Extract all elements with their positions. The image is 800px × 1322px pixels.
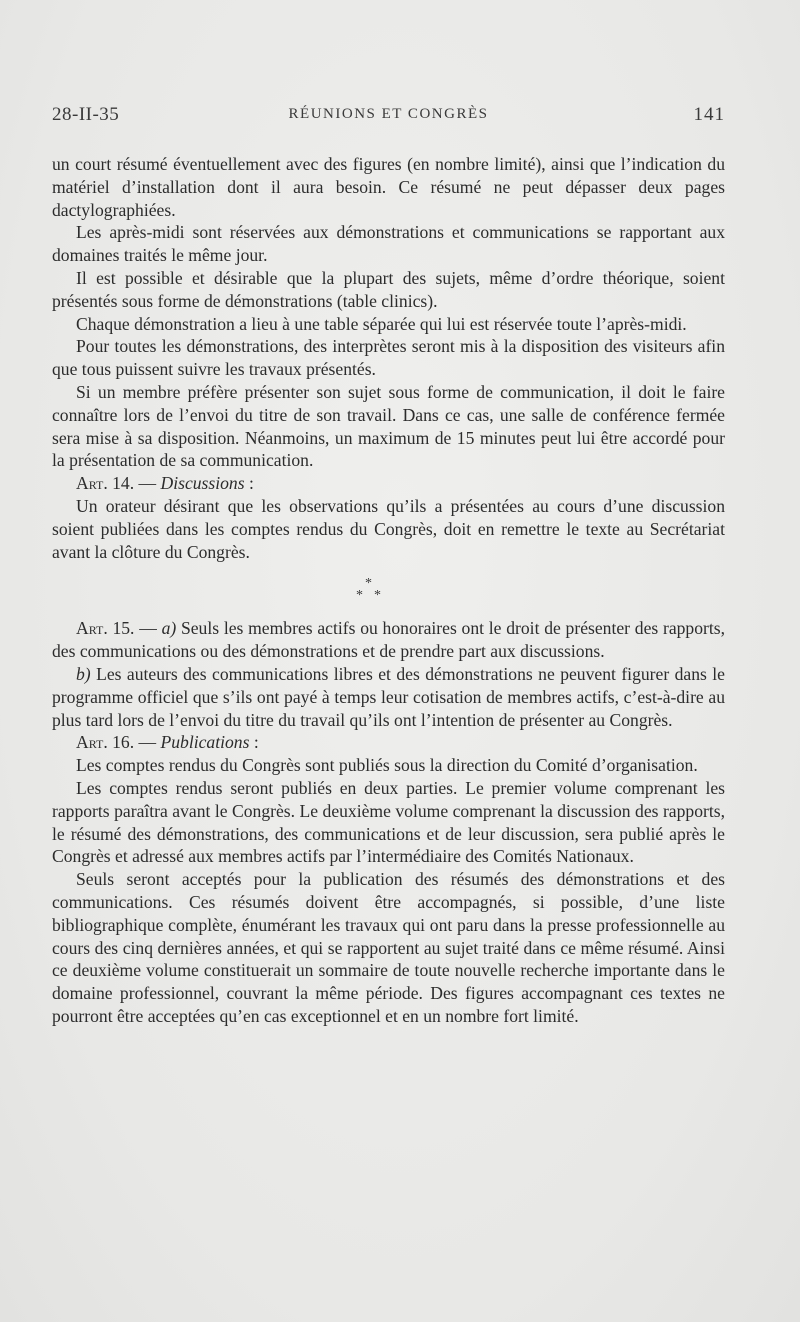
- article-16-dash: —: [134, 732, 161, 753]
- paragraph-interpreters: Pour toutes les démonstrations, des interprètes seront mis à la disposition des visiteurs afin que tous puissent suivre les travaux présentés.: [52, 336, 725, 380]
- paragraph-separate-table: Chaque démonstration a lieu à une table séparée qui lui est réservée toute l’après-midi.: [76, 313, 687, 334]
- article-15-item-a-marker: a): [161, 618, 177, 639]
- paragraph-afternoons: Les après-midi sont réservées aux démonstrations et communications se rapportant aux domaines traités le même jour.: [52, 222, 725, 266]
- body-text: [52, 153, 725, 1028]
- asterism: [52, 563, 725, 617]
- article-16-paragraph: Seuls seront acceptés pour la publication des résumés des démonstrations et des communications. Ces résumés doivent être accompagnés, si possible, d’une liste bibliographique complète, énumérant les travaux qui ont paru dans la presse professionnelle au cours des cinq dernières années, et qui se rapportent au sujet traité dans ce même résumé. Ainsi ce deuxième volume constituerait un sommaire de toute nouvelle recherche importante dans le domaine professionnel, couvrant la même période. Des figures accompagnant ces textes ne pourront être acceptées qu’en cas exceptionnel et en un nombre fort limité.: [52, 869, 725, 1026]
- article-14-title: Discussions: [160, 473, 245, 494]
- article-16-heading: [52, 731, 725, 754]
- article-16-paragraph: Les comptes rendus seront publiés en deux parties. Le premier volume comprenant les rapports paraîtra avant le Congrès. Le deuxième volume comprenant la discussion des rapports, le résumé des démonstrations, des communications et de leur discussion, sera publié après le Congrès et adressé aux membres actifs par l’intermédiaire des Comités Nationaux.: [52, 777, 725, 867]
- running-title: RÉUNIONS ET CONGRÈS: [288, 106, 489, 122]
- article-14-colon: :: [244, 473, 254, 494]
- asterism-star: *: [365, 576, 372, 592]
- article-16-title: Publications: [160, 732, 250, 753]
- asterism-star: *: [356, 588, 363, 604]
- article-15-dash: —: [134, 618, 162, 639]
- article-15-item-a: [52, 617, 725, 663]
- page-number: 141: [693, 104, 725, 125]
- asterism-star: *: [374, 588, 381, 604]
- article-15-item-a-text: Seuls les membres actifs ou honoraires ont le droit de présenter des rapports, des communications ou des démonstrations et de prendre part aux discussions.: [52, 618, 726, 662]
- article-14-dash: —: [134, 473, 161, 494]
- paragraph-continued: un court résumé éventuellement avec des figures (en nombre limité), ainsi que l’indication du matériel d’installation dont il aura besoin. Ce résumé ne peut dépasser deux pages dactylographiées.: [52, 154, 725, 220]
- paragraph-communication: Si un membre préfère présenter son sujet sous forme de communication, il doit le faire connaître lors de l’envoi du titre de son travail. Dans ce cas, une salle de conférence fermée sera mise à sa disposition. Néanmoins, un maximum de 15 minutes peut lui être accordé pour la présentation de sa communication.: [52, 381, 725, 471]
- article-15-item-b: [52, 663, 725, 731]
- article-16-label: Art. 16.: [76, 732, 135, 753]
- article-14-label: Art. 14.: [76, 473, 135, 494]
- article-15-label: Art. 15.: [76, 618, 135, 639]
- header-date: 28-II-35: [52, 104, 120, 125]
- article-16-colon: :: [249, 732, 259, 753]
- article-14-paragraph: Un orateur désirant que les observations qu’ils a présentées au cours d’une discussion soient publiées dans les comptes rendus du Congrès, doit en remettre le texte au Secrétariat avant la clôture du Congrès.: [52, 495, 725, 562]
- page-header: [52, 104, 725, 132]
- article-15-item-b-text: Les auteurs des communications libres et des démonstrations ne peuvent figurer dans le programme officiel que s’ils ont payé à temps leur cotisation de membres actifs, c’est-à-dire au plus tard lors de l’envoi du titre du travail qu’ils ont l’intention de présenter au Congrès.: [52, 663, 725, 730]
- paragraph-demonstrations-form: Il est possible et désirable que la plupart des sujets, même d’ordre théorique, soient présentés sous forme de démonstrations (table clinics).: [52, 267, 725, 311]
- article-16-paragraph: Les comptes rendus du Congrès sont publiés sous la direction du Comité d’organisation.: [76, 755, 698, 776]
- article-14-heading: [52, 472, 725, 495]
- article-15-item-b-marker: b): [76, 663, 91, 684]
